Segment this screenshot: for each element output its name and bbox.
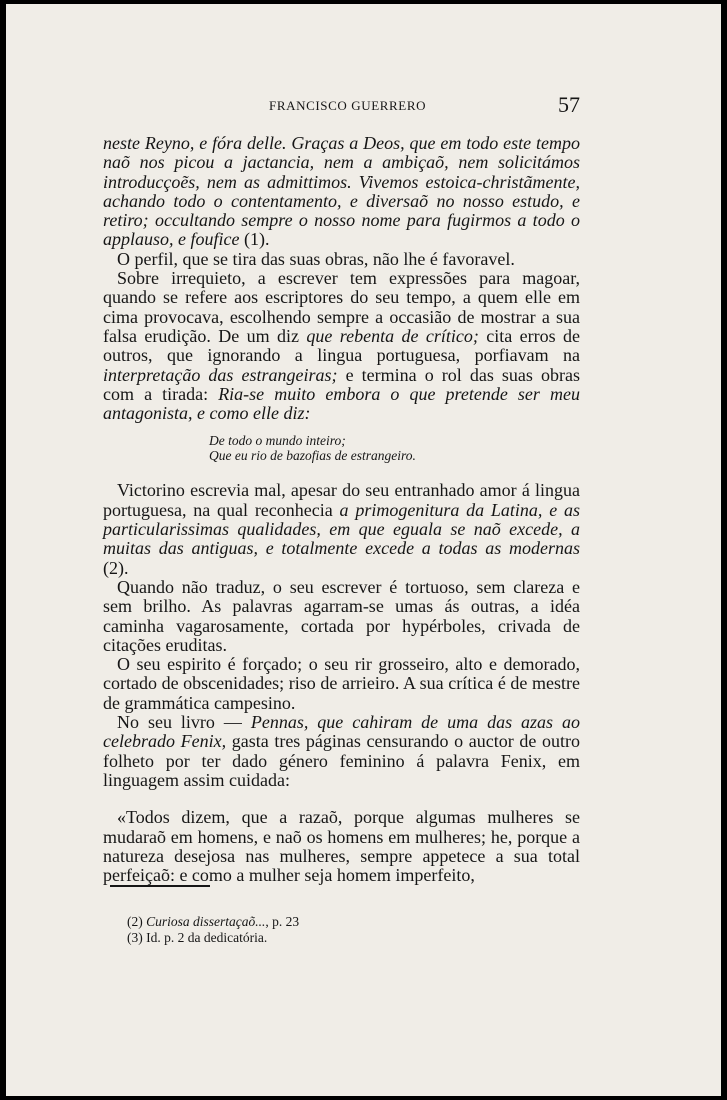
paragraph-text: Sobre irrequieto, a escrever tem expressões para magoar, quando se refere aos escriptores do seu tempo, a quem elle em cima provocava, escolhendo sempre a occasião de mostrar a sua falsa erudição. De um diz (103, 268, 580, 346)
paragraph-block-quote (103, 808, 580, 885)
paragraph-text: e termina o rol das suas obras com a tirada: (103, 364, 580, 404)
paragraph-text: Victorino escrevia mal, apesar do seu entranhado amor á lingua portuguesa, na qual reconhecia (103, 480, 580, 520)
paragraph-irrequieto (103, 269, 580, 423)
paragraph-text: O perfil, que se tira das suas obras, não lhe é favoravel. (117, 248, 515, 269)
footnotes (127, 914, 299, 946)
italic-phrase: Ria-se muito embora o que pretende ser meu antagonista, e como elle diz: (103, 383, 580, 424)
paragraph-text: No seu livro — (117, 712, 251, 733)
paragraph-text: O seu espirito é forçado; o seu rir grosseiro, alto e demorado, cortado de obscenidades; riso de arrieiro. A sua crítica é de mestre de grammática campesino. (103, 654, 580, 713)
footnote-number: (2) (127, 914, 147, 929)
paragraph-text: «Todos dizem, que a razaõ, porque algumas mulheres se mudaraõ em homens, e naõ os homens em mulheres; he, porque a natureza desejosa nas mulheres, sempre appetece a sua total perfeiçaõ: e como a mulher seja homem imperfeito, (103, 807, 580, 886)
italic-phrase: que rebenta de crítico; (306, 325, 479, 346)
paragraph-text: Quando não traduz, o seu escrever é tortuoso, sem clareza e sem brilho. As palavras agarram-se umas ás outras, a idéa caminha vagarosamente, cortada por hypérboles, crivada de citações eruditas. (103, 576, 580, 655)
paragraph-text: gasta tres páginas censurando o auctor de outro folheto por ter dado género feminino á palavra Fenix, em linguagem assim cuidada: (103, 731, 580, 790)
verse-line: De todo o mundo inteiro; (209, 433, 346, 449)
italic-phrase: interpretação das estrangeiras; (103, 364, 338, 385)
paragraph-spirit (103, 655, 580, 713)
verse-quote (209, 433, 580, 463)
footnote-page: , p. 23 (265, 914, 300, 929)
footnote-title: Curiosa dissertaçaõ... (146, 914, 266, 929)
paragraph-style (103, 578, 580, 655)
page-number: 57 (558, 92, 580, 117)
italic-book-title: Pennas, que cahiram de uma das azas ao celebrado Fenix, (103, 712, 580, 752)
footnote-ref: (1). (239, 229, 270, 250)
book-page (6, 4, 721, 1096)
footnote-divider (110, 885, 210, 887)
italic-phrase: a primogenitura da Latina, e as particularissimas qualidades, em que eguala se naõ excede, a muitas das antiguas, e totalmente excede a todas as modernas (103, 499, 580, 559)
footnote-ref: (2). (103, 557, 129, 578)
verse-line: Que eu rio de bazofias de estrangeiro. (209, 448, 416, 464)
body-text (103, 134, 580, 885)
footnote-2 (127, 914, 299, 930)
paragraph-text: cita erros de outros, que ignorando a lingua portuguesa, porfiavam na (103, 325, 581, 366)
paragraph-quote-continuation (103, 134, 580, 250)
paragraph-livro (103, 713, 580, 790)
paragraph-victorino (103, 481, 580, 577)
running-head (6, 92, 721, 122)
paragraph-profile (103, 250, 580, 269)
footnote-3: (3) Id. p. 2 da dedicatória. (127, 930, 268, 945)
header-title: FRANCISCO GUERRERO (269, 98, 427, 113)
italic-quotation: neste Reyno, e fóra delle. Graças a Deos, que em todo este tempo naõ nos picou a jactancia, nem a ambiçaõ, nem solicitámos introducçoẽs, nem as admittimos. Vivemos estoica-christãmente, achando todo o contentamento, e diversaõ no nosso estudo, e retiro; occultando sempre o nosso nome para fugirmos a todo o applauso, e foufice (103, 133, 580, 250)
